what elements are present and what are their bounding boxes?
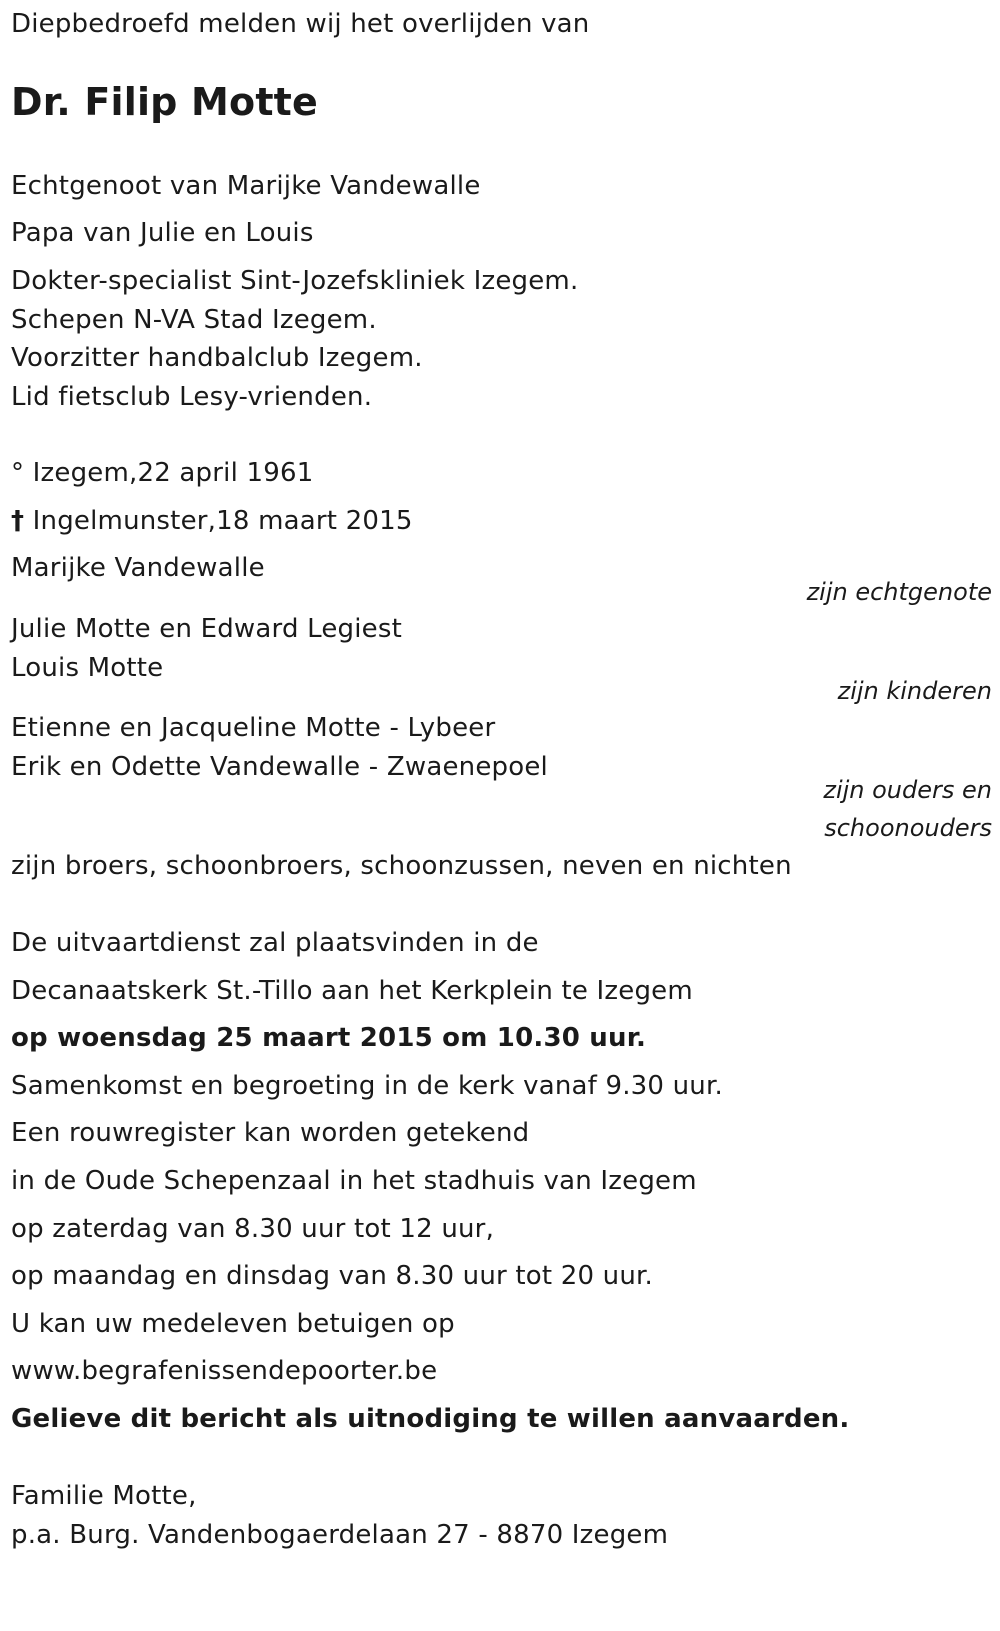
parents-2: Erik en Odette Vandewalle - Zwaenepoel bbox=[11, 752, 548, 782]
invitation-text: Gelieve dit bericht als uitnodiging te willen aanvaarden. bbox=[11, 1404, 850, 1434]
service-date-time: op woensdag 25 maart 2015 om 10.30 uur. bbox=[11, 1023, 647, 1053]
child-1: Julie Motte en Edward Legiest bbox=[11, 614, 403, 644]
death-line bbox=[11, 504, 413, 538]
parents-1: Etienne en Jacqueline Motte - Lybeer bbox=[11, 713, 496, 743]
cross-icon: † bbox=[11, 506, 25, 536]
family-signature: Familie Motte, bbox=[11, 1481, 197, 1511]
role-member: Lid fietsclub Lesy-vrienden. bbox=[11, 382, 373, 412]
role-alderman: Schepen N-VA Stad Izegem. bbox=[11, 305, 377, 335]
extended-family: zijn broers, schoonbroers, schoonzussen, neven en nichten bbox=[11, 851, 792, 881]
register-line-1: Een rouwregister kan worden getekend bbox=[11, 1118, 530, 1148]
role-doctor: Dokter-specialist Sint-Jozefskliniek Izegem. bbox=[11, 266, 579, 296]
family-address: p.a. Burg. Vandenbogaerdelaan 27 - 8870 Izegem bbox=[11, 1520, 669, 1550]
child-2: Louis Motte bbox=[11, 653, 164, 683]
children-role: zijn kinderen bbox=[837, 677, 992, 705]
spouse-role: zijn echtgenote bbox=[806, 578, 992, 606]
service-line-1: De uitvaartdienst zal plaatsvinden in de bbox=[11, 928, 539, 958]
role-chairman: Voorzitter handbalclub Izegem. bbox=[11, 343, 423, 373]
birth-symbol: ° bbox=[11, 458, 25, 488]
parents-role-1: zijn ouders en bbox=[823, 776, 992, 804]
service-line-2: Decanaatskerk St.-Tillo aan het Kerkplein te Izegem bbox=[11, 976, 693, 1006]
website-link[interactable]: www.begrafenissendepoorter.be bbox=[11, 1356, 438, 1386]
relation-spouse: Echtgenoot van Marijke Vandewalle bbox=[11, 171, 481, 201]
register-line-4: op maandag en dinsdag van 8.30 uur tot 20 uur. bbox=[11, 1261, 654, 1291]
register-line-3: op zaterdag van 8.30 uur tot 12 uur, bbox=[11, 1214, 495, 1244]
relation-children: Papa van Julie en Louis bbox=[11, 218, 314, 248]
service-gathering: Samenkomst en begroeting in de kerk vanaf 9.30 uur. bbox=[11, 1071, 723, 1101]
birth-text: Izegem,22 april 1961 bbox=[32, 458, 314, 488]
condolence-text: U kan uw medeleven betuigen op bbox=[11, 1309, 455, 1339]
deceased-name: Dr. Filip Motte bbox=[11, 80, 319, 124]
death-text: Ingelmunster,18 maart 2015 bbox=[32, 506, 413, 536]
register-line-2: in de Oude Schepenzaal in het stadhuis van Izegem bbox=[11, 1166, 697, 1196]
birth-line bbox=[11, 456, 313, 490]
parents-role-2: schoonouders bbox=[824, 814, 992, 842]
spouse-name: Marijke Vandewalle bbox=[11, 553, 265, 583]
intro-text: Diepbedroefd melden wij het overlijden van bbox=[11, 9, 590, 39]
